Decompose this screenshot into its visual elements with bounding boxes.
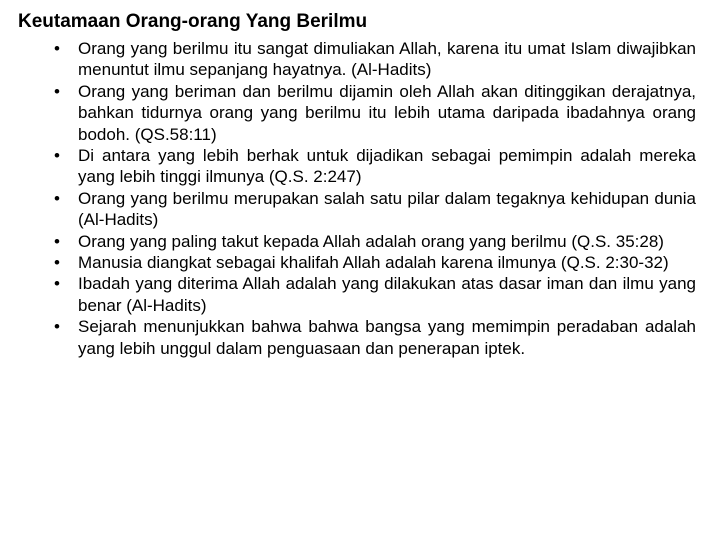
bullet-dot-icon: • — [54, 188, 60, 208]
bullet-item — [54, 38, 696, 81]
bullet-item — [54, 316, 696, 359]
bullet-text: Orang yang berilmu merupakan salah satu pilar dalam tegaknya kehidupan dunia (Al-Hadits) — [78, 188, 696, 230]
bullet-text: Orang yang berilmu itu sangat dimuliakan Allah, karena itu umat Islam diwajibkan menuntut ilmu sepanjang hayatnya. (Al-Hadits) — [78, 39, 696, 80]
bullet-dot-icon: • — [54, 231, 60, 251]
bullet-item — [54, 145, 696, 188]
bullet-dot-icon: • — [54, 81, 60, 101]
bullet-dot-icon: • — [54, 146, 60, 166]
bullet-dot-icon: • — [54, 253, 60, 273]
bullet-item — [54, 81, 696, 145]
bullet-dot-icon: • — [54, 39, 60, 58]
bullet-dot-icon: • — [54, 274, 60, 294]
bullet-text: Orang yang paling takut kepada Allah adalah orang yang berilmu (Q.S. 35:28) — [78, 231, 664, 251]
slide-title: Keutamaan Orang-orang Yang Berilmu — [18, 11, 368, 32]
bullet-text: Ibadah yang diterima Allah adalah yang dilakukan atas dasar iman dan ilmu yang benar (Al-Hadits) — [78, 274, 696, 315]
bullet-item — [54, 252, 696, 273]
bullet-list — [54, 38, 696, 359]
bullet-item — [54, 273, 696, 316]
bullet-text: Di antara yang lebih berhak untuk dijadikan sebagai pemimpin adalah mereka yang lebih tinggi ilmunya (Q.S. 2:247) — [78, 146, 696, 187]
bullet-item — [54, 188, 696, 231]
bullet-item — [54, 231, 696, 252]
bullet-text: Manusia diangkat sebagai khalifah Allah adalah karena ilmunya (Q.S. 2:30-32) — [78, 253, 669, 273]
bullet-dot-icon: • — [54, 317, 60, 337]
bullet-text: Sejarah menunjukkan bahwa bahwa bangsa yang memimpin peradaban adalah yang lebih unggul dalam penguasaan dan penerapan iptek. — [78, 317, 696, 358]
bullet-text: Orang yang beriman dan berilmu dijamin oleh Allah akan ditinggikan derajatnya, bahkan tidurnya orang yang berilmu itu lebih utama daripada ibadahnya orang bodoh. (QS.58:11) — [78, 81, 696, 144]
